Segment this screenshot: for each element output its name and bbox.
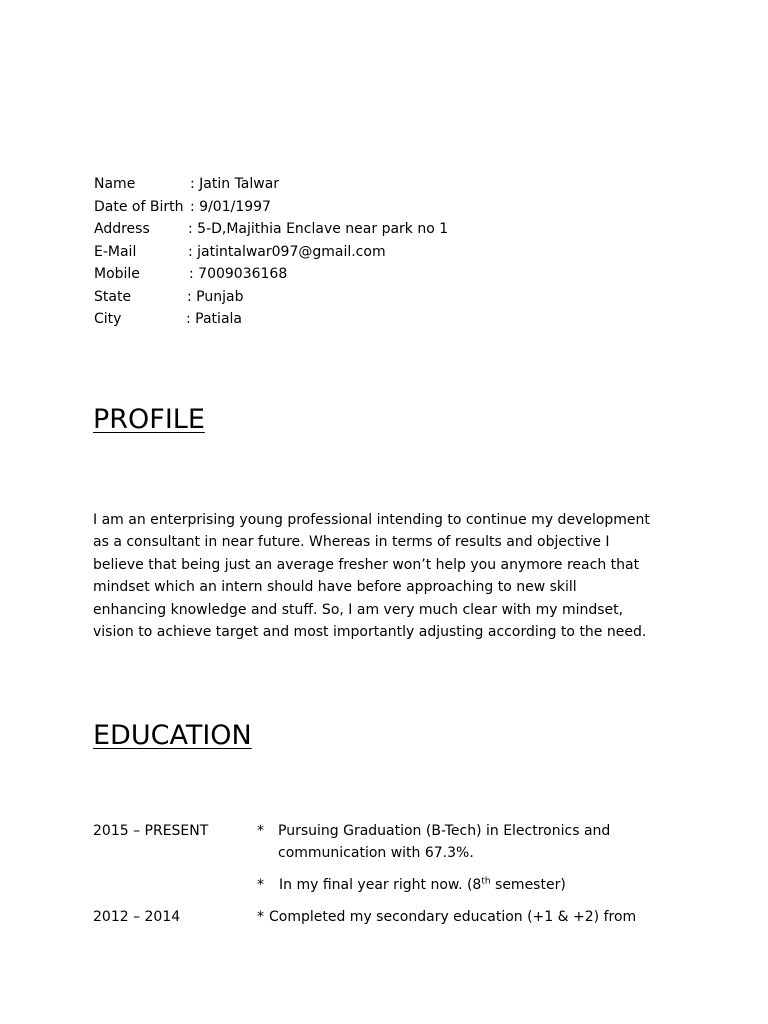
profile-line: believe that being just an average fresher won’t help you anymore reach that xyxy=(93,556,640,573)
mobile-label: Mobile xyxy=(94,266,140,282)
education-bullet-line: Pursuing Graduation (B-Tech) in Electronics and xyxy=(278,823,611,839)
dob-label: Date of Birth xyxy=(94,198,184,215)
education-period: 2012 – 2014 xyxy=(93,909,181,925)
education-bullet-line xyxy=(279,874,566,896)
state-value: : Punjab xyxy=(187,288,244,305)
state-row xyxy=(94,286,694,309)
education-bullet-line: Completed my secondary education (+1 & +2) from xyxy=(269,909,637,925)
mobile-value: : 7009036168 xyxy=(189,266,288,282)
profile-line: I am an enterprising young professional intending to continue my development xyxy=(93,512,650,528)
education-heading: EDUCATION xyxy=(93,720,252,751)
profile-paragraph xyxy=(93,509,693,643)
profile-line: enhancing knowledge and stuff. So, I am very much clear with my mindset, xyxy=(93,601,624,618)
bullet-star: * xyxy=(257,823,264,839)
profile-line: as a consultant in near future. Whereas in terms of results and objective I xyxy=(93,534,610,551)
name-value: : Jatin Talwar xyxy=(190,176,280,192)
dob-row xyxy=(94,196,694,219)
city-row xyxy=(94,308,694,331)
bullet-text: semester) xyxy=(490,877,566,893)
dob-value: : 9/01/1997 xyxy=(190,198,271,215)
email-value: : jatintalwar097@gmail.com xyxy=(188,243,386,260)
city-value: : Patiala xyxy=(186,311,242,327)
profile-line: mindset which an intern should have before approaching to new skill xyxy=(93,579,577,596)
bullet-star: * xyxy=(257,877,264,893)
bullet-text: In my final year right now. (8 xyxy=(279,877,482,893)
profile-line: vision to achieve target and most importantly adjusting according to the need. xyxy=(93,624,647,641)
city-label: City xyxy=(94,311,122,327)
name-row xyxy=(94,173,694,196)
bullet-star: * xyxy=(257,909,264,925)
education-bullet-line: communication with 67.3%. xyxy=(278,845,474,861)
name-label: Name xyxy=(94,176,136,192)
personal-details xyxy=(94,173,694,331)
address-label: Address xyxy=(94,221,150,237)
mobile-row xyxy=(94,263,694,286)
address-value: : 5-D,Majithia Enclave near park no 1 xyxy=(188,221,449,237)
education-period: 2015 – PRESENT xyxy=(93,823,209,839)
email-row xyxy=(94,241,694,264)
state-label: State xyxy=(94,288,132,305)
ordinal-suffix: th xyxy=(481,876,491,887)
profile-heading: PROFILE xyxy=(93,404,205,435)
address-row xyxy=(94,218,694,241)
email-label: E-Mail xyxy=(94,243,137,260)
